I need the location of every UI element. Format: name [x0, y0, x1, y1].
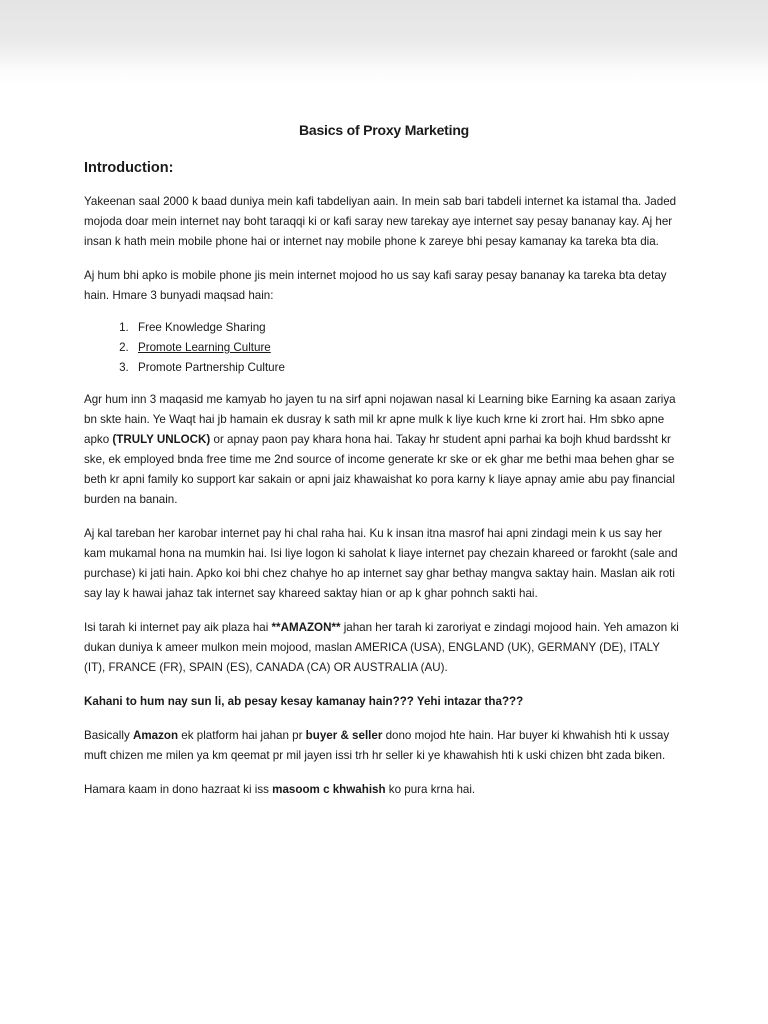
truly-unlock-text: (TRULY UNLOCK): [112, 433, 211, 446]
goals-list: [84, 318, 684, 378]
paragraph-8-text-b: ko pura krna hai.: [385, 783, 476, 796]
paragraph-3-text-a: Agr hum inn 3 maqasid me kamyab ho jayen tu na sirf apni nojawan nasal ki Learning bike Earning ka asaan zariya bn skte hain. Ye Waqt hai jb hamain ek dusray k sath mil kr apne mulk k liye kuch krne ki zrort hai. Hm sbko apne apko: [84, 393, 676, 446]
paragraph-7: [84, 726, 684, 766]
paragraph-4: Aj kal tareban her karobar internet pay hi chal raha hai. Ku k insan itna masrof hai apni zindagi mein k us say her kam mukamal hona na mumkin hai. Isi liye logon ki saholat k liaye internet pay chezain khareed or farokht (sale and purchase) ki jati hain. Apko koi bhi chez chahye ho ap internet say ghar bethay mangva saktay hain. Maslan aik roti say lay k hawai jahaz tak internet say khareed saktay hian or ap k ghar pohnch sakti hai.: [84, 527, 678, 600]
document-title: Basics of Proxy Marketing: [298, 122, 470, 138]
paragraph-5: [84, 618, 684, 678]
buyer-seller-text: buyer & seller: [305, 729, 383, 742]
paragraph-5-text-a: Isi tarah ki internet pay aik plaza hai: [84, 621, 272, 634]
document-body: [84, 120, 684, 814]
paragraph-6: Kahani to hum nay sun li, ab pesay kesay kamanay hain??? Yehi intazar tha???: [84, 695, 524, 708]
paragraph-7-text-b: ek platform hai jahan pr: [178, 729, 306, 742]
goal-item: 2. Promote Learning Culture: [132, 338, 684, 358]
paragraph-7-text-c: dono mojod hte hain. Har buyer ki khwahish hti k ussay muft chizen me milen ya km qeemat pr mil jayen issi trh hr seller ki ye khawahish hti k uski chizen bht zada biken.: [84, 729, 670, 762]
paragraph-8: [84, 780, 684, 800]
goal-item: 1. Free Knowledge Sharing: [132, 318, 684, 338]
introduction-heading: Introduction:: [84, 160, 174, 176]
paragraph-1: Yakeenan saal 2000 k baad duniya mein kafi tabdeliyan aain. In mein sab bari tabdeli internet ka istamal tha. Jaded mojoda doar mein internet nay boht taraqqi ki or kafi saray new tarekay aye internet say pesay bananay kay. Aj her insan k hath mein mobile phone hai or internet nay mobile phone k zareye bhi pesay kamanay ka tareka bta dia.: [84, 195, 677, 248]
paragraph-3-text-b: or apnay paon pay khara hona hai. Takay hr student apni parhai ka bojh khud bardssht kr ske, ek employed bnda free time me 2nd source of income generate kr ske or ek ghar me bethi maa behen ghar se beth kr apni family ko support kar sakain or apni jaiz khawaishat ko pora karny k liaye apnay amie abu pay financial burden na banain.: [84, 433, 675, 506]
goal-item: 3. Promote Partnership Culture: [132, 358, 684, 378]
paragraph-2: Aj hum bhi apko is mobile phone jis mein internet mojood ho us say kafi saray pesay bananay ka tareka bta detay hain. Hmare 3 bunyadi maqsad hain:: [84, 269, 667, 302]
paragraph-5-text-b: jahan her tarah ki zaroriyat e zindagi mojood hain. Yeh amazon ki dukan duniya k ameer mulkon mein mojood, maslan AMERICA (USA), ENGLAND (UK), GERMANY (DE), ITALY (IT), FRANCE (FR), SPAIN (ES), CANADA (CA) OR AUSTRALIA (AU).: [84, 621, 679, 674]
amazon-bold-text: **AMAZON**: [271, 621, 341, 634]
amazon-word: Amazon: [132, 729, 179, 742]
scan-top-shadow: [0, 0, 768, 84]
paragraph-8-text-a: Hamara kaam in dono hazraat ki iss: [84, 783, 273, 796]
masoom-khwahish-text: masoom c khwahish: [272, 783, 386, 796]
paragraph-3: [84, 390, 684, 510]
paragraph-7-text-a: Basically: [84, 729, 133, 742]
